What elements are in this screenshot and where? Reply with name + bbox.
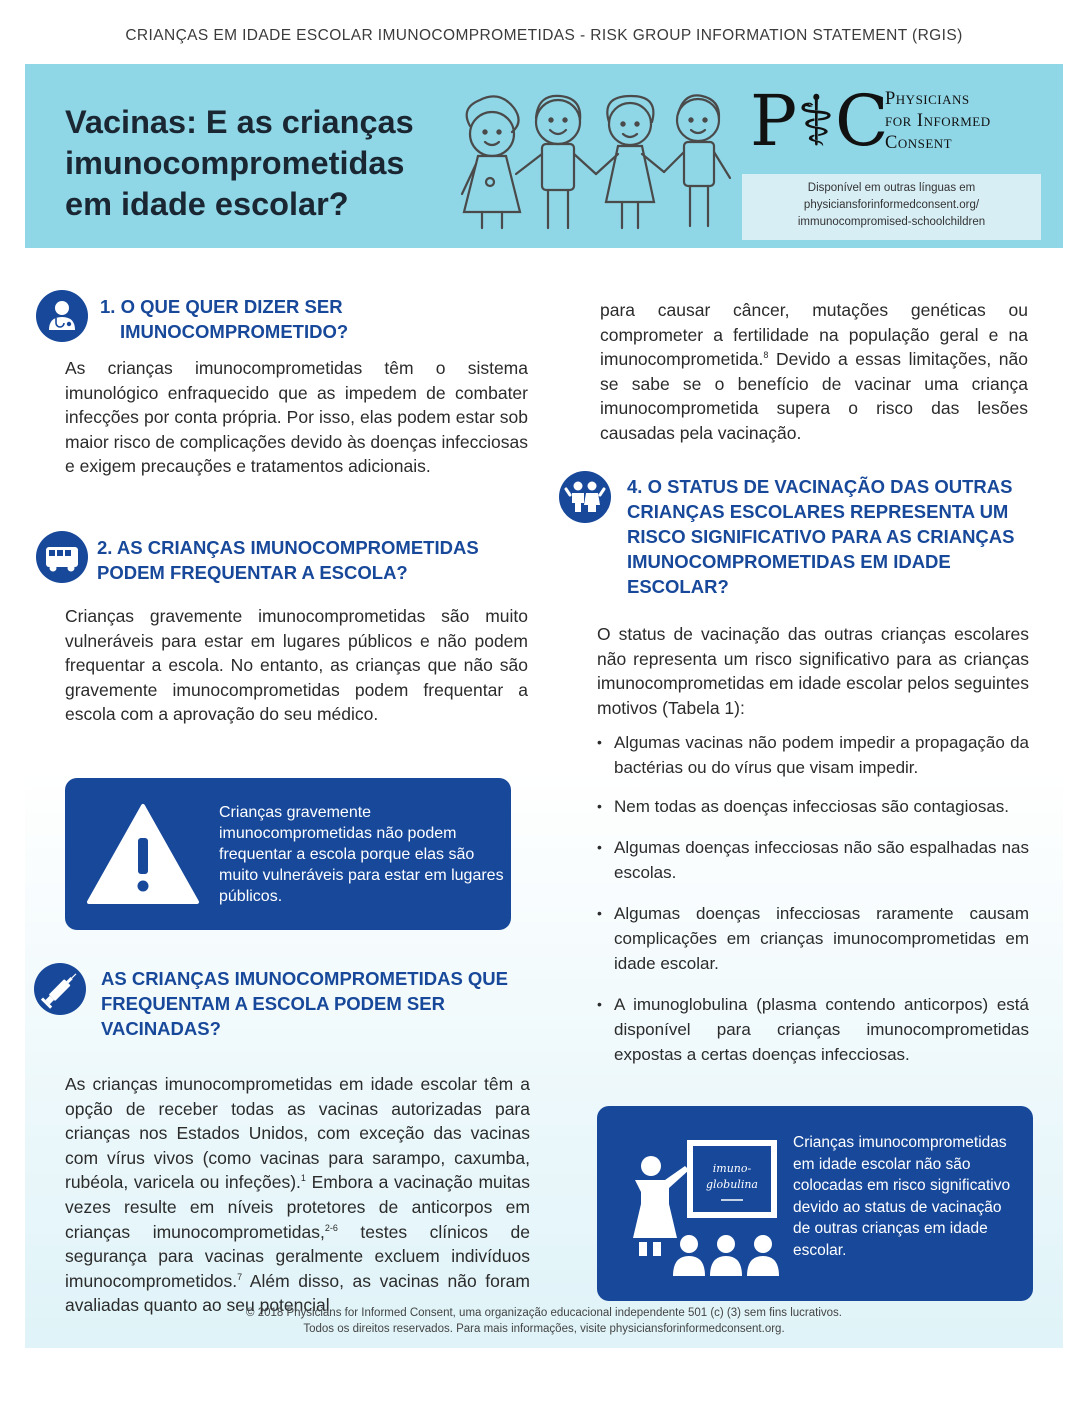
syringe-icon [34,963,86,1015]
pic-logo-text [885,88,1065,154]
children-holding-hands-illustration [440,84,760,234]
doctor-icon [36,290,88,342]
warning-triangle-icon [83,800,203,908]
teacher-callout [597,1106,1033,1301]
footer-line-2: Todos os direitos reservados. Para mais informações, visite physiciansforinformedconsent.org. [303,1323,785,1335]
page-footer [25,1305,1063,1337]
bullet-item-3: • Algumas doenças infecciosas não são espalhadas nas escolas. [597,835,1029,885]
section-1-heading-line1: 1. O QUE QUER DIZER SER [100,296,343,317]
reference-1: 1 [300,1173,306,1184]
bullet-item-2: • Nem todas as doenças infecciosas são contagiosas. [597,794,1029,819]
logo-line-3: Consent [885,133,953,153]
section-4-body: O status de vacinação das outras crianças escolares não representa um risco significativo para as crianças imunocomprometidas em idade escolar pelos seguintes motivos (Tabela 1): [597,624,1029,718]
title-banner [25,64,1063,248]
reference-3: 7 [237,1271,243,1282]
section-3-cont-a: para causar câncer, mutações genéticas ou comprometer a fertilidade na população geral e na imunocomprometida. [600,300,1028,370]
page-title: Vacinas: E as crianças imunocomprometidas em idade escolar? [65,104,414,222]
warning-callout [65,778,511,930]
section-3-continuation [600,298,1028,446]
section-1-heading-line2: IMUNOCOMPROMETIDO? [120,321,349,342]
teacher-callout-text: Crianças imunocomprometidas em idade escolar não são colocadas em risco significativo devido ao status de vacinação de outras crianças em idade escolar. [793,1134,1011,1259]
teacher-classroom-icon [621,1136,781,1286]
lang-line-1: Disponível em outras línguas em [807,182,976,194]
other-languages-box [742,174,1041,240]
section-1-heading [100,294,520,344]
school-bus-icon [36,531,88,583]
section-3-body-d: Além disso, as vacinas não foram avaliadas quanto ao seu potencial [65,1270,530,1316]
section-3-cont-b: Devido a essas limitações, não se sabe se o benefício de vacinar uma criança imunocomprometida supera o risco das lesões causadas pela vacinação. [600,349,1028,443]
document-header-strip: CRIANÇAS EM IDADE ESCOLAR IMUNOCOMPROMETIDAS - RISK GROUP INFORMATION STATEMENT (RGIS) [125,27,963,44]
children-group-icon [559,471,611,523]
section-3-body [65,1072,530,1318]
footer-line-1: © 2018 Physicians for Informed Consent, uma organização educacional independente 501 (c) (3) sem fins lucrativos. [246,1307,842,1319]
section-3-heading: AS CRIANÇAS IMUNOCOMPROMETIDAS QUE FREQUENTAM A ESCOLA PODEM SER VACINADAS? [101,968,509,1039]
logo-line-1: Physicians [885,89,970,109]
bullet-item-4: • Algumas doenças infecciosas raramente causam complicações em crianças imunocomprometidas em idade escolar. [597,901,1029,976]
section-2-heading: 2. AS CRIANÇAS IMUNOCOMPROMETIDAS PODEM FREQUENTAR A ESCOLA? [97,537,479,583]
section-2-body: Crianças gravemente imunocomprometidas são muito vulneráveis para estar em lugares públicos e não podem frequentar a escola. No entanto, as crianças que não são gravemente imunocomprometidas podem frequentar a escola com a aprovação do seu médico. [65,606,528,725]
section-3-body-b: Embora a vacinação muitas vezes resulte em níveis protetores de anticorpos em crianças imunocomprometidas, [65,1172,530,1242]
logo-line-2: for Informed [885,111,991,131]
board-line-2: globulina [706,1178,758,1191]
section-4-heading: 4. O STATUS DE VACINAÇÃO DAS OUTRAS CRIANÇAS ESCOLARES REPRESENTA UM RISCO SIGNIFICATIVO PARA AS CRIANÇAS IMUNOCOMPROMETIDAS EM IDADE ESCOLAR? [627,476,1015,597]
warning-text: Crianças gravemente imunocomprometidas não podem frequentar a escola porque elas são muito vulneráveis para estar em lugares públicos. [219,804,504,905]
section-1-body: As crianças imunocomprometidas têm o sistema imunológico enfraquecido que as impedem de combater infecções por conta própria. Por isso, elas podem estar sob maior risco de complicações devido às doenças infecciosas e exigem precauções e tratamentos adicionais. [65,358,529,477]
lang-line-3[interactable]: immunocompromised-schoolchildren [797,216,986,228]
section-3-body-a: As crianças imunocomprometidas em idade escolar têm a opção de receber todas as vacinas autorizadas para crianças nos Estados Unidos, com exceção das vacinas com vírus vivos (como vacinas para sarampo, caxumba, rubéola, varicela ou infeções). [65,1074,530,1193]
section-3-body-c: testes clínicos de segurança para vacinas geralmente excluem indivíduos imunocomprometidos. [65,1221,530,1291]
bullet-item-1: • Algumas vacinas não podem impedir a propagação da bactérias ou do vírus que visam impedir. [597,730,1029,780]
reference-4: 8 [763,350,769,361]
section-4-bullet-list [597,730,1029,1067]
lang-line-2[interactable]: physiciansforinformedconsent.org/ [803,199,980,211]
pic-logo-mark: P⚕C [750,80,889,162]
board-line-1: imuno- [712,1162,752,1175]
reference-2: 2-6 [324,1222,338,1233]
bullet-item-5: • A imunoglobulina (plasma contendo anticorpos) está disponível para crianças imunocomprometidas expostas a certas doenças infecciosas. [597,992,1029,1067]
